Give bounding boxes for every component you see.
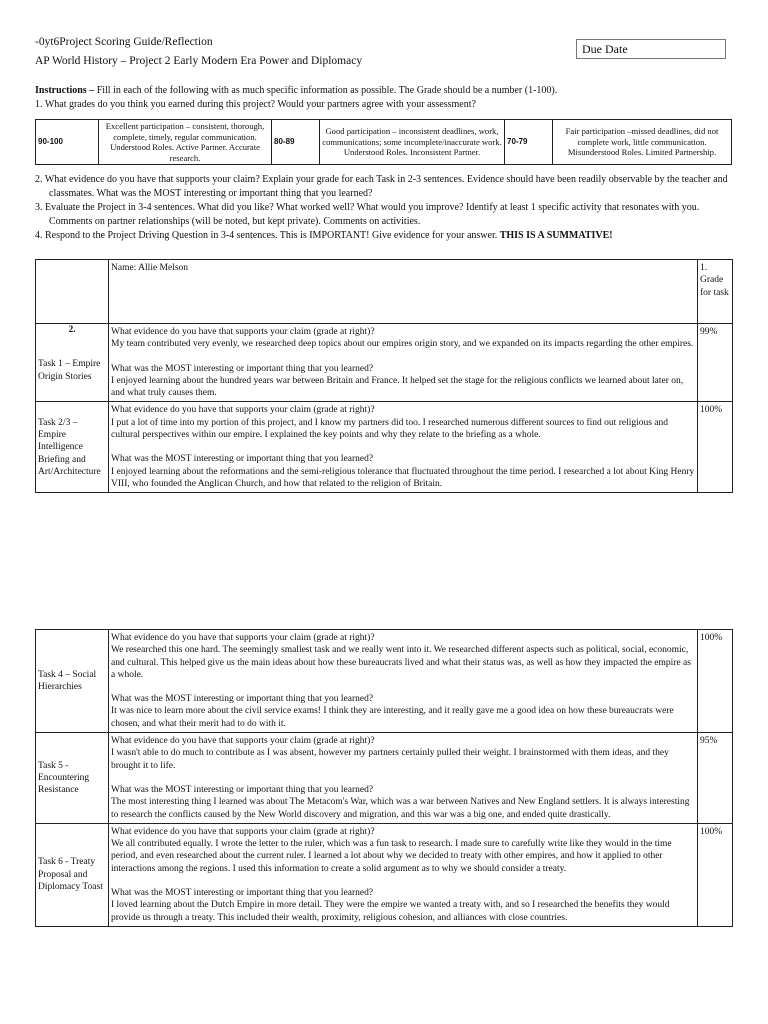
evidence-answer: We researched this one hard. The seemingly smallest task and we really went into it. We researched different aspects such as political, social, economic, and cultural. This helped give us the main ideas about how these bureaucrats lived and what their status was, as well as how they impacted the empire as a whole.: [111, 645, 691, 680]
task-response[interactable]: [109, 402, 698, 493]
task-response[interactable]: [109, 733, 698, 824]
evidence-prompt: What evidence do you have that supports your claim (grade at right)?: [111, 736, 375, 747]
due-date-field[interactable]: Due Date: [576, 39, 726, 59]
document-title: -0yt6Project Scoring Guide/Reflection: [35, 36, 213, 48]
section-number: 2.: [68, 325, 76, 335]
table-row: [36, 402, 733, 493]
evidence-answer: My team contributed very evenly, we researched deep topics about our empires origin story, and we expanded on its impacts regarding the other empires.: [111, 339, 694, 350]
grade-range: 80-89: [272, 120, 320, 165]
student-name[interactable]: Name: Allie Melson: [109, 260, 698, 324]
evidence-answer: I put a lot of time into my portion of this project, and I know my partners did too. I researched numerous different sources to find out religious and cultural perspectives within our empire. I explained the key points and why they relate to the briefing as a whole.: [111, 417, 669, 441]
empty-cell: [36, 260, 109, 324]
task-label: Task 2/3 – Empire Intelligence Briefing and Art/Architecture: [36, 402, 109, 493]
learned-prompt: What was the MOST interesting or important thing that you learned?: [111, 454, 374, 465]
learned-answer: The most interesting thing I learned was about The Metacom's War, which was a war between Natives and New England settlers. It is always interesting to research the conflicts caused by the New World discovery and migration, and this war was a big one, and ended quite drastically.: [111, 797, 690, 820]
learned-prompt: What was the MOST interesting or important thing that you learned?: [111, 363, 374, 374]
grade-range: 70-79: [505, 120, 553, 165]
task-label: Task 5 - Encountering Resistance: [36, 733, 109, 824]
reflection-table-1: [35, 259, 733, 493]
evidence-prompt: What evidence do you have that supports your claim (grade at right)?: [111, 633, 375, 643]
task-cell: [36, 324, 109, 402]
question-2: 2. What evidence do you have that supports your claim? Explain your grade for each Task in 2-3 sentences. Evidence should have been readily observable by the teacher and classmates. What was the MOST interesting or important thing that you learned?: [35, 174, 728, 199]
learned-answer: I loved learning about the Dutch Empire in more detail. They were the empire we wanted a treaty with, and so I researched the benefits they would provide us through a treaty. This included their wealth, proximity, religious cohesion, and alliances with close countries.: [111, 900, 670, 923]
table-row: [36, 823, 733, 926]
task-response[interactable]: [109, 630, 698, 733]
learned-answer: I enjoyed learning about the reformations and the semi-religious tolerance that fluctuated throughout the time period. I researched a lot about King Henry VIII, who founded the Anglican Church, and how that related to the religion of Britain.: [111, 466, 695, 489]
table-row: [36, 324, 733, 402]
question-list: [35, 173, 735, 243]
evidence-answer: I wasn't able to do much to contribute as I was absent, however my partners certainly pulled their weight. I brainstormed with them ideas, and they brought it to life.: [111, 748, 669, 771]
evidence-prompt: What evidence do you have that supports your claim (grade at right)?: [111, 405, 375, 416]
task-label: Task 1 – Empire Origin Stories: [38, 359, 101, 382]
learned-answer: It was nice to learn more about the civil service exams! I think they are interesting, and it really gave me a good idea on how these bureaucrats were chosen, and what their merit had to do with it.: [111, 706, 674, 729]
task-response[interactable]: [109, 324, 698, 402]
reflection-table-2: [35, 629, 733, 927]
document-subtitle: AP World History – Project 2 Early Modern Era Power and Diplomacy: [35, 55, 363, 67]
grade-range: 90-100: [36, 120, 99, 165]
task-grade[interactable]: 100%: [698, 823, 733, 926]
grade-header: 1. Grade for task: [698, 260, 733, 324]
grade-desc: Excellent participation – consistent, thorough, complete, timely, regular communication. Understood Roles. Active Partner. Accurate research.: [99, 120, 272, 165]
evidence-prompt: What evidence do you have that supports your claim (grade at right)?: [111, 826, 375, 837]
grade-desc: Fair participation –missed deadlines, did not complete work, little communication. Misunderstood Roles. Limited Partnership.: [553, 120, 732, 165]
evidence-prompt: What evidence do you have that supports your claim (grade at right)?: [111, 327, 375, 337]
grade-scale-table: [35, 119, 732, 165]
task-grade[interactable]: 99%: [698, 324, 733, 402]
question-4: [35, 229, 735, 243]
question-3: 3. Evaluate the Project in 3-4 sentences. What did you like? What worked well? What would you improve? Identify at least 1 specific activity that resonates with you. Comments on partner relationships (will be noted, but kept private). Comments on activities.: [35, 202, 700, 227]
task-grade[interactable]: 95%: [698, 733, 733, 824]
learned-answer: I enjoyed learning about the hundred years war between Britain and France. It helped set the stage for the religious conflicts we learned about later on, and what truly causes them.: [111, 375, 684, 399]
learned-prompt: What was the MOST interesting or important thing that you learned?: [111, 694, 374, 705]
question-1: 1. What grades do you think you earned during this project? Would your partners agree with your assessment?: [35, 99, 476, 110]
grade-desc: Good participation – inconsistent deadlines, work, communications; some incomplete/inaccurate work. Understood Roles. Inconsistent Partner.: [320, 120, 505, 165]
instructions-lead: Instructions –: [35, 85, 95, 96]
task-label: Task 6 - Treaty Proposal and Diplomacy Toast: [36, 823, 109, 926]
evidence-answer: We all contributed equally. I wrote the letter to the ruler, which was a fun task to research. I made sure to carefully write like they would in the time period, and even researched about the current ruler. I learned a lot about why we decided to treaty with other empires, and how it applied to other interactions among the regions. I used this information to create a solid argument as to why we should consider a treaty.: [111, 839, 672, 874]
task-response[interactable]: [109, 823, 698, 926]
learned-prompt: What was the MOST interesting or important thing that you learned?: [111, 888, 374, 899]
instructions: [35, 84, 735, 98]
learned-prompt: What was the MOST interesting or important thing that you learned?: [111, 784, 374, 795]
table-row: [36, 630, 733, 733]
question-4-text: 4. Respond to the Project Driving Question in 3-4 sentences. This is IMPORTANT! Give evidence for your answer.: [35, 230, 500, 241]
table-row: [36, 733, 733, 824]
task-grade[interactable]: 100%: [698, 402, 733, 493]
summative-note: THIS IS A SUMMATIVE!: [499, 230, 613, 241]
task-label: Task 4 – Social Hierarchies: [36, 630, 109, 733]
instructions-text: Fill in each of the following with as much specific information as possible. The Grade should be a number (1-100).: [94, 85, 558, 96]
task-grade[interactable]: 100%: [698, 630, 733, 733]
